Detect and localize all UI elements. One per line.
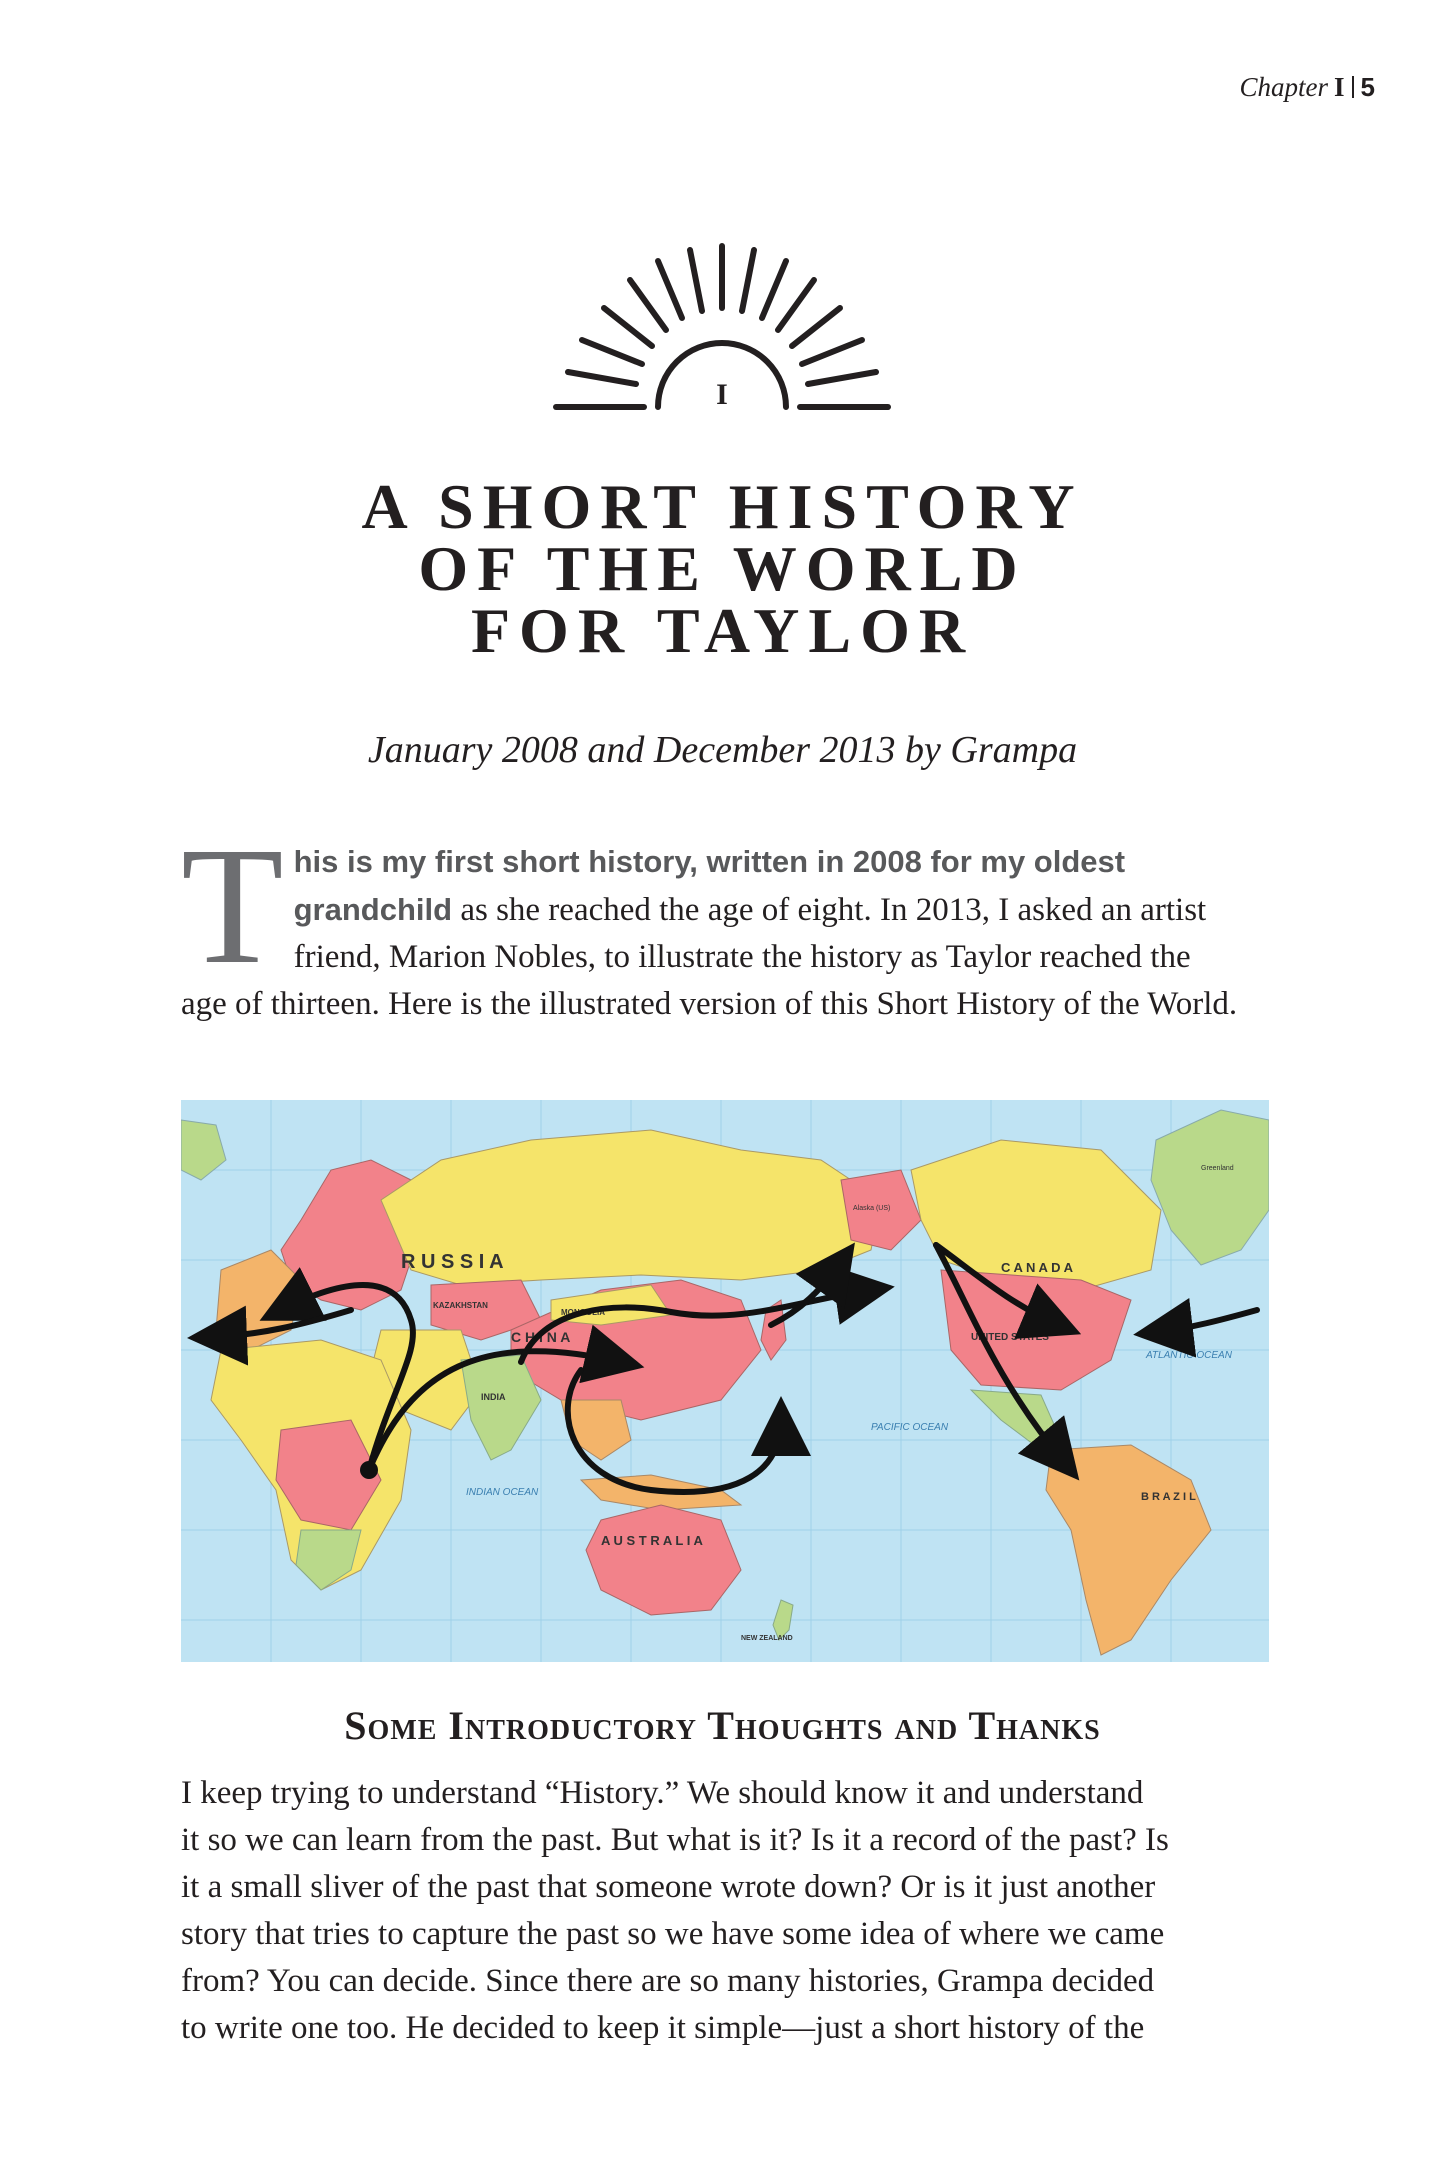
drop-cap: T — [181, 813, 284, 999]
world-map-illustration — [181, 1100, 1269, 1662]
body-paragraph — [181, 1770, 1241, 2052]
map-label-kazakhstan: KAZAKHSTAN — [433, 1301, 488, 1310]
map-label-australia: A U S T R A L I A — [601, 1533, 703, 1548]
body-line: story that tries to capture the past so we have some idea of where we came — [181, 1916, 1165, 1952]
chapter-title — [0, 471, 1445, 666]
chapter-label: Chapter — [1239, 72, 1329, 102]
running-head — [1240, 72, 1376, 103]
map-label-alaska: Alaska (US) — [853, 1205, 891, 1212]
migration-origin-dot — [360, 1461, 378, 1479]
map-label-atlantic: ATLANTIC OCEAN — [1146, 1350, 1232, 1361]
map-label-new-zealand: NEW ZEALAND — [741, 1635, 793, 1642]
section-heading: Some Introductory Thoughts and Thanks — [344, 1703, 1101, 1748]
body-line: I keep trying to understand “History.” We should know it and understand — [181, 1775, 1144, 1811]
map-label-brazil: B R A Z I L — [1141, 1491, 1196, 1503]
intro-paragraph — [181, 813, 1241, 1028]
title-line: OF THE WORLD — [418, 533, 1027, 604]
title-line: FOR TAYLOR — [470, 595, 975, 666]
chapter-subtitle: January 2008 and December 2013 by Grampa — [367, 729, 1078, 771]
map-label-mongolia: MONGOLIA — [561, 1308, 605, 1317]
chapter-numeral: I — [1334, 72, 1345, 102]
map-label-russia: R U S S I A — [401, 1251, 504, 1273]
title-line: A SHORT HISTORY — [361, 471, 1084, 542]
body-line: to write one too. He decided to keep it simple—just a short history of the — [181, 2010, 1145, 2046]
map-label-china: C H I N A — [511, 1329, 571, 1345]
page-number: 5 — [1360, 72, 1375, 102]
map-label-india: INDIA — [481, 1392, 506, 1402]
map-label-canada: C A N A D A — [1001, 1260, 1073, 1275]
body-line: it so we can learn from the past. But what is it? Is it a record of the past? Is — [181, 1822, 1169, 1858]
body-line: from? You can decide. Since there are so many histories, Grampa decided — [181, 1963, 1155, 1999]
running-head-divider — [1352, 76, 1354, 98]
map-label-pacific: PACIFIC OCEAN — [871, 1422, 949, 1433]
body-line: it a small sliver of the past that someone wrote down? Or is it just another — [181, 1869, 1156, 1905]
intro-lead-in: his is my first short history, written in 2008 for my oldest grandchild — [293, 844, 1126, 927]
map-label-united-states: UNITED STATES — [971, 1332, 1049, 1343]
map-label-greenland: Greenland — [1201, 1165, 1234, 1172]
chapter-ornament-numeral: I — [716, 378, 729, 411]
map-label-indian: INDIAN OCEAN — [466, 1487, 539, 1498]
intro-text: as she reached the age of eight. In 2013, I asked an artist friend, Marion Nobles, to illustrate the history as Taylor reached the age of thirteen. Here is the illustrated version of this Short History of the World. — [181, 892, 1238, 1022]
